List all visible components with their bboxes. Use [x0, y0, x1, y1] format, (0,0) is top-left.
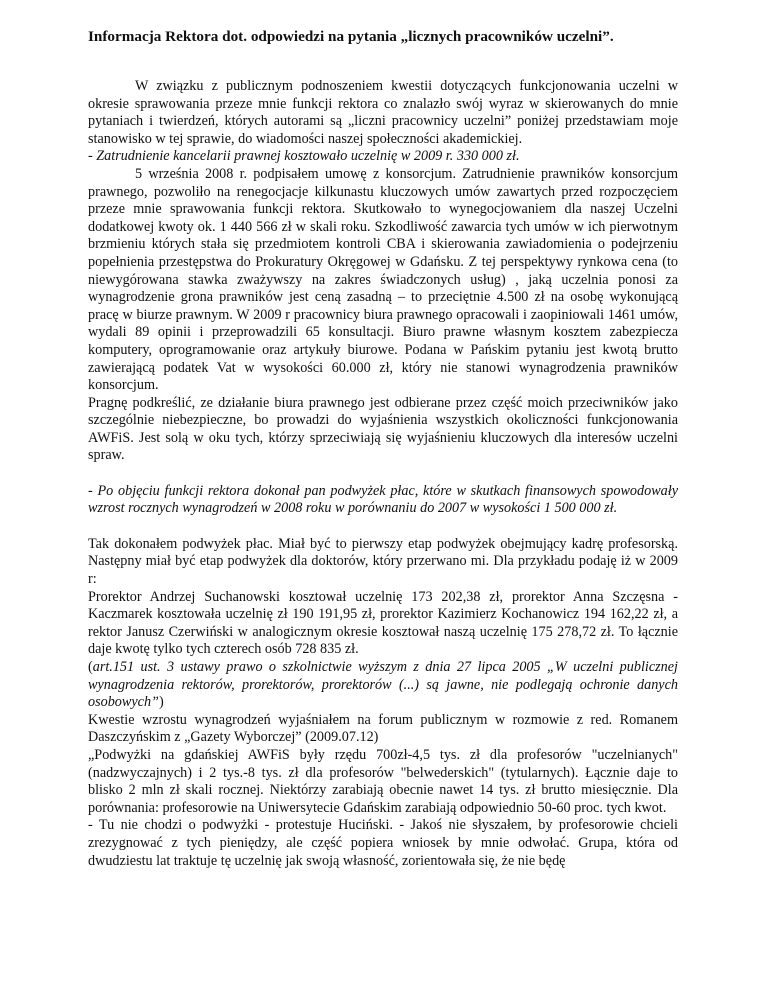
question-1: - Zatrudnienie kancelarii prawnej kosztowało uczelnię w 2009 r. 330 000 zł. [88, 148, 520, 165]
document-page [88, 28, 678, 870]
answer-1-paragraph-2: Pragnę podkreślić, ze działanie biura prawnego jest odbierane przez część moich przeciwników jako szczególnie niebezpieczne, bo prowadzi do wyjaśnienia wszystkich okoliczności funkcjonowania AWFiS. Jest solą w oku tych, którzy sprzeciwiają się wyjaśnieniu kluczowych dla interesów uczelni spraw. [88, 394, 678, 464]
answer-1-paragraph: 5 września 2008 r. podpisałem umowę z konsorcjum. Zatrudnienie prawników konsorcjum prawnego, pozwoliło na renegocjacje kilkunastu kluczowych umów zawartych przed rozpoczęciem przeze mnie sprawowania funkcji rektora. Skutkowało to wynegocjowaniem dla naszej Uczelni dodatkowej kwoty ok. 1 440 566 zł w skali roku. Szkodliwość zawarcia tych umów w ich pierwotnym brzmieniu których stała się przedmiotem kontroli CBA i skierowania zawiadomienia o podejrzeniu popełnienia przestępstwa do Prokuratury Okręgowej w Gdańsku. Z tej perspektywy rynkowa cena (to niewygórowana stawka zważywszy na zakres świadczonych usług) , jaką uczelnia ponosi za wynagrodzenie grona prawników jest ceną zasadną – to przeciętnie 4.500 zł na osobę wykonującą pracę w biurze prawnym. W 2009 r pracownicy biura prawnego opracowali i zaopiniowali 1461 umów, wydali 89 opinii i przeprowadzili 65 konsultacji. Biuro prawne własnym kosztem zabezpiecza komputery, oprogramowanie oraz artykuły biurowe. Podana w Pańskim pytaniu jest kwotą brutto zawierającą podatek Vat w wysokości 60.000 zł, który nie stanowi wynagrodzenia prawników konsorcjum. [88, 165, 678, 394]
quote-paragraph-1: „Podwyżki na gdańskiej AWFiS były rzędu 700zł-4,5 tys. zł dla profesorów "uczelnianych" (nadzwyczajnych) i 2 tys.-8 tys. zł dla profesorów "belwederskich" (tytularnych). Łącznie daje to blisko 2 mln zł skali rocznej. Niektórzy zarabiają obecnie nawet 14 tys. zł brutto miesięcznie. Dla porównania: profesorowie na Uniwersytecie Gdańskim zarabiają odpowiednio 50-60 proc. tych kwot. [88, 746, 678, 816]
interview-paragraph: Kwestie wzrostu wynagrodzeń wyjaśniałem na forum publicznym w rozmowie z red. Romanem Daszczyńskim z „Gazety Wyborczej” (2009.07.12) [88, 711, 678, 746]
question-2: - Po objęciu funkcji rektora dokonał pan podwyżek płac, które w skutkach finansowych spowodowały wzrost rocznych wynagrodzeń w 2008 roku w porównaniu do 2007 w wysokości 1 500 000 zł. [88, 482, 678, 517]
legal-paren-open: ( [88, 659, 93, 675]
spacer [88, 465, 678, 483]
document-title: Informacja Rektora dot. odpowiedzi na pytania „licznych pracowników uczelni”. [88, 28, 614, 45]
quote-paragraph-2: - Tu nie chodzi o podwyżki - protestuje Huciński. - Jakoś nie słyszałem, by profesorowie chcieli zrezygnować z tych pieniędzy, ale część popiera wniosek by mnie odwołać. Grupa, która od dwudziestu lat traktuje tę uczelnię jak swoją własność, zorientowała się, że nie będę [88, 817, 678, 869]
spacer [88, 518, 678, 536]
intro-paragraph: W związku z publicznym podnoszeniem kwestii dotyczących funkcjonowania uczelni w okresie sprawowania przeze mnie funkcji rektora co znalazło swój wyraz w skierowanych do mnie pytaniach i twierdzeń, których autorami są „liczni pracownicy uczelni” poniżej przedstawiam moje stanowisko w tej sprawie, do wiadomości naszej społeczności akademickiej. [88, 78, 678, 147]
legal-reference-text: art.151 ust. 3 ustawy prawo o szkolnictwie wyższym z dnia 27 lipca 2005 „W uczelni publicznej wynagrodzenia rektorów, prorektorów, prorektorów (...) są jawne, nie podlegają ochronie danych osobowych” [88, 659, 678, 711]
answer-2-paragraph: Tak dokonałem podwyżek płac. Miał być to pierwszy etap podwyżek obejmujący kadrę profesorską. Następny miał być etap podwyżek dla doktorów, który przerwano mi. Dla przykładu podaję iż w 2009 r: [88, 535, 678, 588]
salaries-paragraph: Prorektor Andrzej Suchanowski kosztował uczelnię 173 202,38 zł, prorektor Anna Szczęsna -Kaczmarek kosztowała uczelnię zł 190 191,95 zł, prorektor Kazimierz Kochanowicz 194 162,22 zł, a rektor Janusz Czerwiński w analogicznym okresie kosztował naszą uczelnię 175 278,72 zł. To łącznie daje kwotę tylko tych czterech osób 728 835 zł. [88, 588, 678, 658]
legal-paren-close: ) [158, 694, 164, 711]
legal-reference [88, 659, 678, 712]
